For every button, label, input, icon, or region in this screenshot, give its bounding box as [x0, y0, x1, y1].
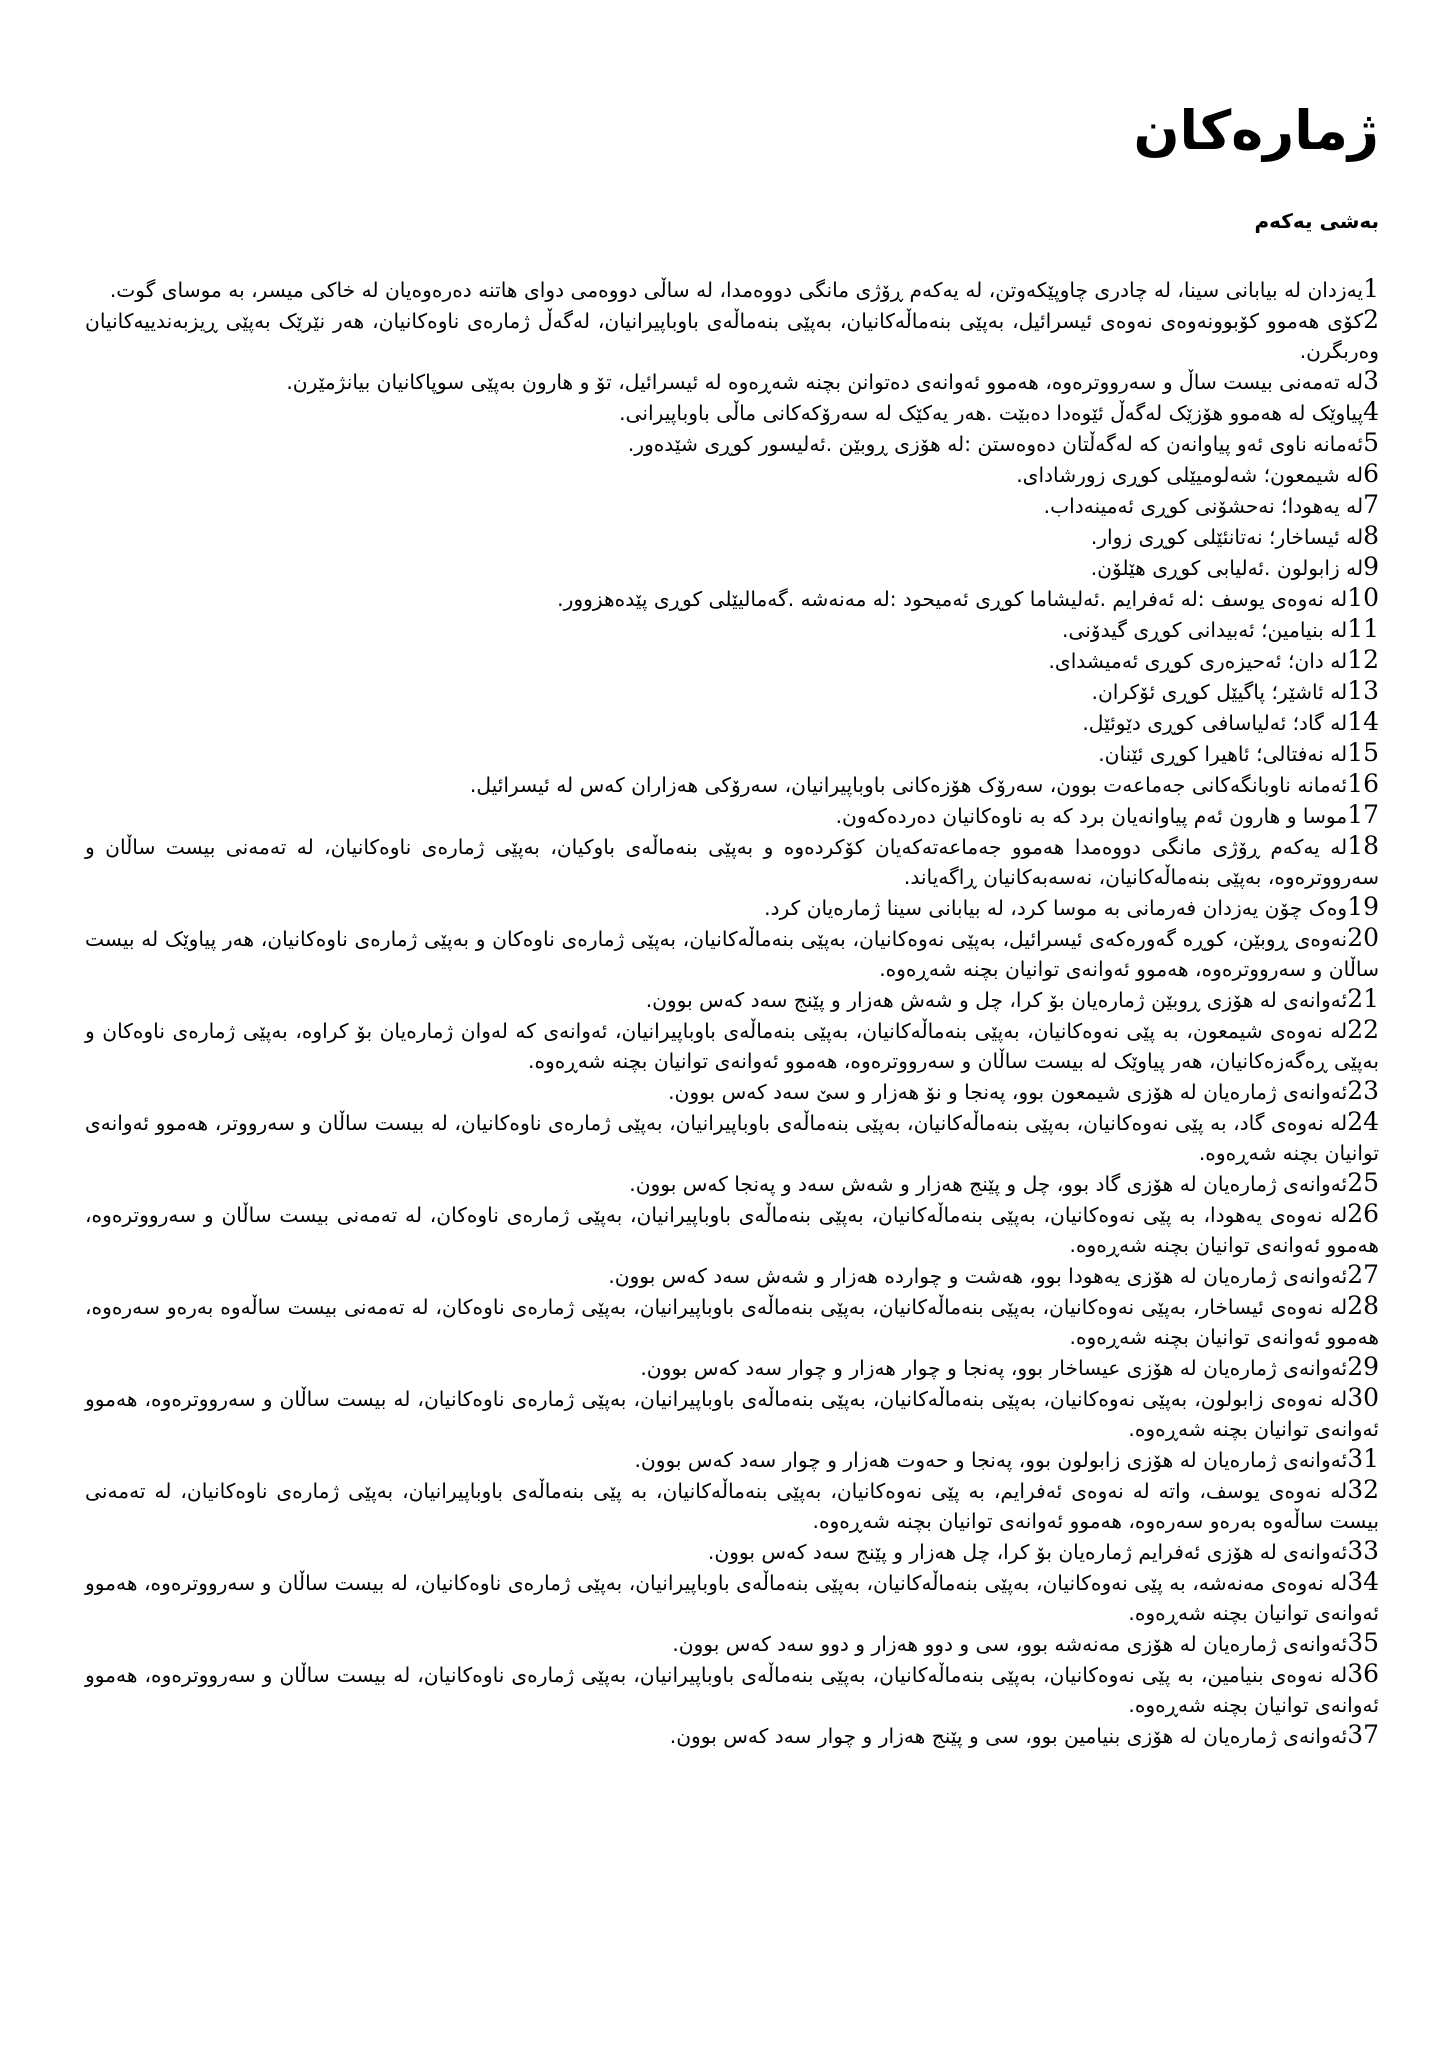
verse	[85, 1659, 1379, 1720]
verse-number: 37	[1347, 1720, 1379, 1749]
verse-number: 26	[1347, 1199, 1379, 1228]
verse-text: لە تەمەنی بیست ساڵ و سەرووترەوە، هەموو ئەوانەی دەتوانن بچنە شەڕەوە لە ئیسرائیل، تۆ و هارون بەپێی سوپاکانیان بیانژمێرن.	[286, 370, 1364, 394]
verse-text: لە نەوەی ئیساخار، بەپێی نەوەکانیان، بەپێی بنەماڵەکانیان، بەپێی بنەماڵەی باوباپیرانیان، بەپێی ژمارەی ناوەکان، لە تەمەنی بیست ساڵەوە بەرەو سەرەوە، هەموو ئەوانەی توانیان بچنە شەڕەوە.	[85, 1295, 1379, 1349]
verse-text: لە نەوەی یەهودا، بە پێی نەوەکانیان، بەپێی بنەماڵەکانیان، بەپێی بنەماڵەی باوباپیرانیان، بەپێی ژمارەی ناوەکان، لە تەمەنی بیست ساڵان و سەرووترەوە، هەموو ئەوانەی توانیان بچنە شەڕەوە.	[85, 1203, 1379, 1257]
verse-text: ئەوانەی ژمارەیان لە هۆزی عیساخار بوو، پەنجا و چوار هەزار و چوار سەد کەس بوون.	[640, 1356, 1348, 1380]
verse	[85, 1628, 1379, 1659]
verse	[85, 1168, 1379, 1199]
verse-text: کۆی هەموو کۆبوونەوەی نەوەی ئیسرائیل، بەپێی بنەماڵەکانیان، بەپێی بنەماڵەی باوباپیرانیان، لەگەڵ ژمارەی ناوەکانیان، هەر نێرێک بەپێی ڕیزبەندییەکانیان وەربگرن.	[85, 309, 1379, 363]
verse-number: 21	[1347, 984, 1379, 1013]
verse-number: 35	[1347, 1628, 1379, 1657]
verse-text: یەزدان لە بیابانی سینا، لە چادری چاوپێکەوتن، لە یەکەم ڕۆژی مانگی دووەمدا، لە ساڵی دووەمی دوای هاتنە دەرەوەیان لە خاکی میسر، بە موسای گوت.	[109, 278, 1364, 302]
verse-text: ئەمانە ناوبانگەکانی جەماعەت بوون، سەرۆک هۆزەکانی باوباپیرانیان، سەرۆکی هەزاران کەس لە ئیسرائیل.	[469, 773, 1348, 797]
verse	[85, 676, 1379, 707]
verse-number: 15	[1347, 738, 1379, 767]
verse-text: ئەوانەی ژمارەیان لە هۆزی زابولون بوو، پەنجا و حەوت هەزار و چوار سەد کەس بوون.	[634, 1448, 1348, 1472]
verse-text: لە نەوەی گاد، بە پێی نەوەکانیان، بەپێی بنەماڵەکانیان، بەپێی بنەماڵەی باوباپیرانیان، بەپێی ژمارەی ناوەکانیان، لە بیست ساڵان و سەرووتر، هەموو ئەوانەی توانیان بچنە شەڕەوە.	[85, 1111, 1379, 1165]
verse	[85, 1567, 1379, 1628]
verse-number: 32	[1347, 1475, 1379, 1504]
verse-text: لە ئیساخار؛ نەتانئێلی کوڕی زوار.	[1090, 525, 1364, 549]
verse	[85, 1475, 1379, 1536]
verse	[85, 490, 1379, 521]
verse-number: 11	[1347, 614, 1379, 643]
verse	[85, 1444, 1379, 1475]
verse-text: ئەوانەی لە هۆزی ڕوبێن ژمارەیان بۆ کرا، چل و شەش هەزار و پێنج سەد کەس بوون.	[645, 988, 1348, 1012]
verse	[85, 366, 1379, 397]
verse-text: ئەمانە ناوی ئەو پیاوانەن کە لەگەڵتان دەوەستن :لە هۆزی ڕوبێن .ئەلیسور کوڕی شێدەور.	[627, 432, 1364, 456]
verse	[85, 614, 1379, 645]
verse-number: 7	[1363, 490, 1379, 519]
verse-number: 20	[1347, 923, 1379, 952]
verse-text: لە نەوەی بنیامین، بە پێی نەوەکانیان، بەپێی بنەماڵەکانیان، بەپێی بنەماڵەی باوباپیرانیان، بەپێی ژمارەی ناوەکانیان، لە بیست ساڵان و سەرووترەوە، هەموو ئەوانەی توانیان بچنە شەڕەوە.	[85, 1663, 1379, 1717]
verse	[85, 738, 1379, 769]
verse-text: ئەوانەی لە هۆزی ئەفرایم ژمارەیان بۆ کرا، چل هەزار و پێنج سەد کەس بوون.	[707, 1540, 1348, 1564]
verse	[85, 1536, 1379, 1567]
verse-text: ئەوانەی ژمارەیان لە هۆزی مەنەشە بوو، سی و دوو هەزار و دوو سەد کەس بوون.	[672, 1632, 1348, 1656]
verse-text: لە یەهودا؛ نەحشۆنی کوڕی ئەمینەداب.	[1043, 494, 1364, 518]
verse	[85, 984, 1379, 1015]
verse-number: 1	[1363, 274, 1379, 303]
verse	[85, 1720, 1379, 1751]
verse	[85, 645, 1379, 676]
verse-number: 14	[1347, 707, 1379, 736]
verse-text: ئەوانەی ژمارەیان لە هۆزی شیمعون بوو، پەنجا و نۆ هەزار و سێ سەد کەس بوون.	[668, 1080, 1348, 1104]
verse-text: لە شیمعون؛ شەلومیێلی کوڕی زورشادای.	[1016, 463, 1364, 487]
verse-text: لە ئاشێر؛ پاگیێل کوڕی ئۆکران.	[1091, 680, 1348, 704]
verse-number: 16	[1347, 769, 1379, 798]
verse-number: 29	[1347, 1352, 1379, 1381]
verse	[85, 459, 1379, 490]
verse	[85, 1260, 1379, 1291]
verse-number: 33	[1347, 1536, 1379, 1565]
verse-number: 34	[1347, 1567, 1379, 1596]
verse	[85, 707, 1379, 738]
verse-text: موسا و هارون ئەم پیاوانەیان برد کە بە ناوەکانیان دەرده‌کەون.	[835, 804, 1348, 828]
verse-number: 36	[1347, 1659, 1379, 1688]
verse-text: لە گاد؛ ئەلیاسافی کوڕی دێوئێل.	[1082, 711, 1348, 735]
verse-number: 27	[1347, 1260, 1379, 1289]
verse	[85, 769, 1379, 800]
verse	[85, 274, 1379, 305]
verse	[85, 428, 1379, 459]
verse-number: 19	[1347, 892, 1379, 921]
verse-number: 12	[1347, 645, 1379, 674]
verse-list	[85, 274, 1379, 1751]
verse	[85, 305, 1379, 366]
verse	[85, 923, 1379, 984]
verse-number: 5	[1363, 428, 1379, 457]
verse-number: 3	[1363, 366, 1379, 395]
verse-text: ئەوانەی ژمارەیان لە هۆزی بنیامین بوو، سی و پێنج هەزار و چوار سەد کەس بوون.	[669, 1724, 1348, 1748]
verse-text: ئەوانەی ژمارەیان لە هۆزی یەهودا بوو، هەشت و چوارده هەزار و شەش سەد کەس بوون.	[608, 1264, 1348, 1288]
verse-text: لە زابولون .ئەلیابی کوڕی هێلۆن.	[1090, 556, 1364, 580]
verse	[85, 1199, 1379, 1260]
verse-number: 23	[1347, 1076, 1379, 1105]
verse-text: لە نەفتالی؛ ئاهیرا کوڕی ئێنان.	[1098, 742, 1348, 766]
verse	[85, 1015, 1379, 1076]
verse-number: 28	[1347, 1291, 1379, 1320]
verse-text: لە نەوەی شیمعون، بە پێی نەوەکانیان، بەپێی بنەماڵەکانیان، بەپێی بنەماڵەی باوباپیرانیان، ئەوانەی کە لەوان ژمارەیان بۆ کراوە، بەپێی ژمارەی ناوەکان و بەپێی ڕەگەزەکانیان، هەر پیاوێک لە بیست ساڵان و سەرووترەوە، هەموو ئەوانەی توانیان بچنە شەڕەوە.	[85, 1019, 1379, 1073]
verse	[85, 583, 1379, 614]
verse-text: لە بنیامین؛ ئەبیدانی کوڕی گیدۆنی.	[1062, 618, 1348, 642]
verse-number: 18	[1347, 831, 1379, 860]
verse-number: 2	[1363, 305, 1379, 334]
verse	[85, 1107, 1379, 1168]
book-title: ژمارەکان	[1133, 99, 1379, 162]
verse	[85, 800, 1379, 831]
verse-number: 25	[1347, 1168, 1379, 1197]
verse	[85, 1076, 1379, 1107]
verse-number: 22	[1347, 1015, 1379, 1044]
verse-number: 31	[1347, 1444, 1379, 1473]
verse	[85, 397, 1379, 428]
verse-number: 6	[1363, 459, 1379, 488]
verse-number: 8	[1363, 521, 1379, 550]
verse	[85, 1352, 1379, 1383]
verse-text: لە نەوەی زابولون، بەپێی نەوەکانیان، بەپێی بنەماڵەکانیان، بەپێی بنەماڵەی باوباپیرانیان، بەپێی ژمارەی ناوەکانیان، لە بیست ساڵان و سەرووترەوە، هەموو ئەوانەی توانیان بچنە شەڕەوە.	[85, 1387, 1379, 1441]
verse-text: لە یەکەم ڕۆژی مانگی دووەمدا هەموو جەماعەتەکەیان کۆکردەوە و بەپێی بنەماڵەی باوکیان، بەپێی ژمارەی ناوەکانیان، لە تەمەنی بیست ساڵان و سەرووترەوە، بەپێی بنەماڵەکانیان، نەسەبەکانیان ڕاگەیاند.	[85, 835, 1379, 889]
verse-number: 13	[1347, 676, 1379, 705]
verse	[85, 1383, 1379, 1444]
verse	[85, 892, 1379, 923]
verse-number: 9	[1363, 552, 1379, 581]
verse-text: نەوەی ڕوبێن، کوڕە گەورەکەی ئیسرائیل، بەپێی نەوەکانیان، بەپێی بنەماڵەکانیان، بەپێی ژمارەی ناوەکان و بەپێی ژمارەی ناوەکانیان، هەر پیاوێک لە بیست ساڵان و سەرووترەوە، هەموو ئەوانەی توانیان بچنە شەڕەوە.	[85, 927, 1379, 981]
verse-text: پیاوێک لە هەموو هۆزێک لەگەڵ ئێوەدا دەبێت .هەر یەکێک لە سەرۆکەکانی ماڵی باوباپیرانی.	[619, 401, 1364, 425]
verse	[85, 831, 1379, 892]
verse-text: لە نەوەی یوسف :لە ئەفرایم .ئەلیشاما کوڕی ئەمیحود :لە مەنەشە .گەمالیێلی کوڕی پێدەهزوور.	[557, 587, 1348, 611]
verse-text: لە نەوەی مەنەشە، بە پێی نەوەکانیان، بەپێی بنەماڵەکانیان، بەپێی بنەماڵەی باوباپیرانیان، بەپێی ژمارەی ناوەکانیان، لە بیست ساڵان و سەرووترەوە، هەموو ئەوانەی توانیان بچنە شەڕەوە.	[85, 1571, 1379, 1625]
verse-text: لە نەوەی یوسف، واتە لە نەوەی ئەفرایم، بە پێی نەوەکانیان، بەپێی بنەماڵەکانیان، بە پێی بنەماڵەی باوباپیرانیان، بەپێی ژمارەی ناوەکانیان، لە تەمەنی بیست ساڵەوە بەرەو سەرەوە، هەموو ئەوانەی توانیان بچنە شەڕەوە.	[85, 1479, 1379, 1533]
verse-number: 30	[1347, 1383, 1379, 1412]
verse-number: 24	[1347, 1107, 1379, 1136]
chapter-title: بەشی یەکەم	[1254, 209, 1379, 233]
verse-text: لە دان؛ ئەحیزەری کوڕی ئەمیشدای.	[1048, 649, 1348, 673]
verse-number: 4	[1363, 397, 1379, 426]
verse-text: وەک چۆن یەزدان فەرمانی بە موسا کرد، لە بیابانی سینا ژمارەیان کرد.	[764, 896, 1348, 920]
verse-number: 10	[1347, 583, 1379, 612]
verse-text: ئەوانەی ژمارەیان لە هۆزی گاد بوو، چل و پێنج هەزار و شەش سەد و پەنجا کەس بوون.	[629, 1172, 1348, 1196]
verse-number: 17	[1347, 800, 1379, 829]
verse	[85, 552, 1379, 583]
verse	[85, 1291, 1379, 1352]
verse	[85, 521, 1379, 552]
